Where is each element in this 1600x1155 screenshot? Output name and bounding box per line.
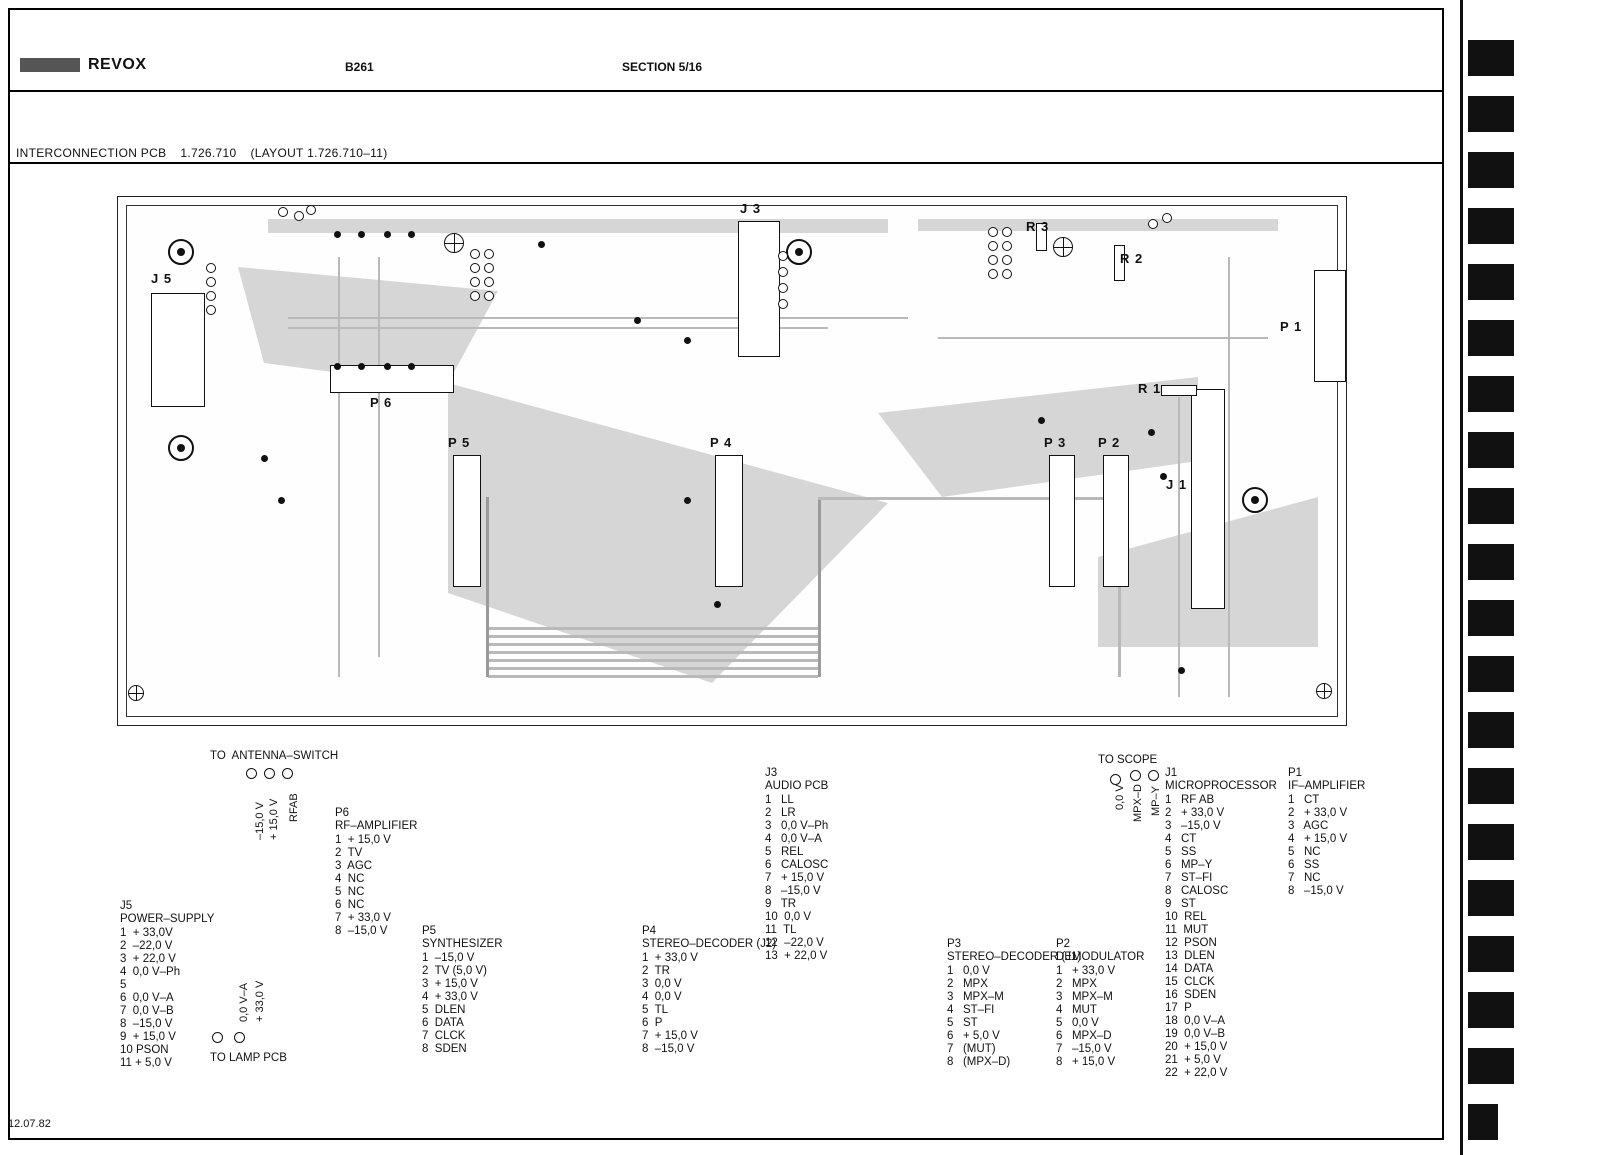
legend-p4-pin-7: 7 + 15,0 V xyxy=(642,1030,698,1042)
mounting-hole xyxy=(168,435,194,461)
model-number: B261 xyxy=(345,60,374,74)
brand-name: REVOX xyxy=(88,56,147,73)
label-j3: J 3 xyxy=(740,201,762,216)
legend-p3-name: P3 xyxy=(947,938,962,950)
legend-p4-pin-1: 1 + 33,0 V xyxy=(642,952,698,964)
connector-p2 xyxy=(1103,455,1129,587)
legend-j3-pin-8: 8 –15,0 V xyxy=(765,885,821,897)
legend-p3-pin-4: 4 ST–FI xyxy=(947,1004,995,1016)
legend-j5-name: J5 xyxy=(120,900,133,912)
legend-j1-pin-10: 10 REL xyxy=(1165,911,1207,923)
fiducial-mark xyxy=(1316,683,1332,699)
page-header xyxy=(10,10,1442,92)
title-divider xyxy=(10,162,1442,164)
legend-j3-pin-3: 3 0,0 V–Ph xyxy=(765,820,829,832)
legend-j1-pin-14: 14 DATA xyxy=(1165,963,1214,975)
legend-j1-pin-1: 1 RF AB xyxy=(1165,794,1215,806)
legend-j1-pin-11: 11 MUT xyxy=(1165,924,1209,936)
legend-j5-pin-1: 1 + 33,0V xyxy=(120,927,173,939)
drawing-title: INTERCONNECTION PCB xyxy=(16,146,167,160)
legend-p6-pin-8: 8 –15,0 V xyxy=(335,925,388,937)
legend-p1-pin-3: 3 AGC xyxy=(1288,820,1329,832)
legend-j1-pin-7: 7 ST–FI xyxy=(1165,872,1213,884)
legend-j5-subtitle: POWER–SUPPLY xyxy=(120,913,215,925)
resistor-r1 xyxy=(1161,385,1197,396)
legend-p4-pin-4: 4 0,0 V xyxy=(642,991,682,1003)
connector-p5 xyxy=(453,455,481,587)
legend-p1-pin-2: 2 + 33,0 V xyxy=(1288,807,1348,819)
legend-j1-pin-4: 4 CT xyxy=(1165,833,1197,845)
fiducial-mark xyxy=(128,685,144,701)
legend-p5-pin-1: 1 –15,0 V xyxy=(422,952,475,964)
legend-p6-pin-6: 6 NC xyxy=(335,899,365,911)
legend-p6-pin-2: 2 TV xyxy=(335,847,363,859)
legend-p2-pin-6: 6 MPX–D xyxy=(1056,1030,1112,1042)
legend-p5-pin-3: 3 + 15,0 V xyxy=(422,978,478,990)
label-p1: P 1 xyxy=(1280,319,1303,334)
legend-p3-pin-2: 2 MPX xyxy=(947,978,988,990)
section-number: SECTION 5/16 xyxy=(622,60,703,74)
legend-p1-pin-5: 5 NC xyxy=(1288,846,1321,858)
legend-p5-subtitle: SYNTHESIZER xyxy=(422,938,503,950)
legend-j1-pin-20: 20 + 15,0 V xyxy=(1165,1041,1228,1053)
legend-p1-pin-4: 4 + 15,0 V xyxy=(1288,833,1348,845)
legend-p3-pin-5: 5 ST xyxy=(947,1017,978,1029)
legend-antenna-pin-2: + 15,0 V xyxy=(268,798,280,840)
legend-j3-pin-4: 4 0,0 V–A xyxy=(765,833,822,845)
legend-j1-pin-5: 5 SS xyxy=(1165,846,1197,858)
legend-scope-pin-1: 0,0 V xyxy=(1114,784,1126,810)
legend-p4-subtitle: STEREO–DECODER (J2) xyxy=(642,938,777,950)
label-r1: R 1 xyxy=(1138,381,1162,396)
legend-scope-title: TO SCOPE xyxy=(1098,754,1158,766)
legend-p3-pin-8: 8 (MPX–D) xyxy=(947,1056,1011,1068)
legend-j1-pin-8: 8 CALOSC xyxy=(1165,885,1229,897)
connector-j5 xyxy=(151,293,205,407)
legend-p1-pin-1: 1 CT xyxy=(1288,794,1320,806)
legend-p4-pin-5: 5 TL xyxy=(642,1004,668,1016)
legend-p5-pin-7: 7 CLCK xyxy=(422,1030,466,1042)
legend-j1-pin-15: 15 CLCK xyxy=(1165,976,1215,988)
legend-p6-name: P6 xyxy=(335,807,350,819)
legend-p2-pin-1: 1 + 33,0 V xyxy=(1056,965,1116,977)
legend-j3-pin-11: 11 TL xyxy=(765,924,797,936)
legend-scope-pin-2: MPX–D xyxy=(1132,784,1144,822)
legend-j5-pin-2: 2 –22,0 V xyxy=(120,940,173,952)
legend-j5-pin-9: 9 + 15,0 V xyxy=(120,1031,176,1043)
legend-p2-subtitle: DEMODULATOR xyxy=(1056,951,1145,963)
mounting-hole xyxy=(168,239,194,265)
legend-p1-pin-7: 7 NC xyxy=(1288,872,1321,884)
legend-p2-pin-8: 8 + 15,0 V xyxy=(1056,1056,1116,1068)
legend-p2-pin-3: 3 MPX–M xyxy=(1056,991,1113,1003)
drawing-part-number: 1.726.710 xyxy=(180,146,237,160)
legend-j1-pin-9: 9 ST xyxy=(1165,898,1196,910)
mounting-hole xyxy=(786,239,812,265)
legend-p6-pin-7: 7 + 33,0 V xyxy=(335,912,391,924)
legend-p2-pin-7: 7 –15,0 V xyxy=(1056,1043,1112,1055)
legend-p3-pin-3: 3 MPX–M xyxy=(947,991,1004,1003)
page-frame xyxy=(8,8,1444,1140)
connector-j3 xyxy=(738,221,780,357)
legend-p1-pin-6: 6 SS xyxy=(1288,859,1320,871)
mounting-hole xyxy=(1242,487,1268,513)
legend-j5-pin-6: 6 0,0 V–A xyxy=(120,992,174,1004)
label-p2: P 2 xyxy=(1098,435,1121,450)
connector-p6 xyxy=(330,365,454,393)
legend-j5-pin-8: 8 –15,0 V xyxy=(120,1018,173,1030)
legend-p1-subtitle: IF–AMPLIFIER xyxy=(1288,780,1366,792)
label-p6: P 6 xyxy=(370,395,393,410)
legend-j5-pin-7: 7 0,0 V–B xyxy=(120,1005,174,1017)
legend-j3-pin-5: 5 REL xyxy=(765,846,804,858)
legend-p6-pin-3: 3 AGC xyxy=(335,860,373,872)
legend-j3-pin-12: 12 –22,0 V xyxy=(765,937,824,949)
legend-j5-pin-10: 10 PSON xyxy=(120,1044,169,1056)
legend-j5-pin-3: 3 + 22,0 V xyxy=(120,953,176,965)
label-p3: P 3 xyxy=(1044,435,1067,450)
legend-j1-pin-12: 12 PSON xyxy=(1165,937,1217,949)
legend-p5-pin-4: 4 + 33,0 V xyxy=(422,991,478,1003)
legend-lamp-pin-1: 0,0 V–A xyxy=(238,982,250,1022)
legend-j1-pin-18: 18 0,0 V–A xyxy=(1165,1015,1226,1027)
legend-scope-pin-3: MP–Y xyxy=(1150,786,1162,816)
legend-j3-pin-10: 10 0,0 V xyxy=(765,911,812,923)
fiducial-mark xyxy=(444,233,464,253)
legend-p2-name: P2 xyxy=(1056,938,1071,950)
brand-mark-icon xyxy=(20,58,80,72)
legend-j1-pin-22: 22 + 22,0 V xyxy=(1165,1067,1228,1079)
legend-p1-pin-8: 8 –15,0 V xyxy=(1288,885,1344,897)
legend-j3-pin-7: 7 + 15,0 V xyxy=(765,872,825,884)
connector-p4 xyxy=(715,455,743,587)
legend-p3-pin-7: 7 (MUT) xyxy=(947,1043,996,1055)
legend-p4-pin-2: 2 TR xyxy=(642,965,670,977)
legend-p4-pin-6: 6 P xyxy=(642,1017,663,1029)
connector-p1 xyxy=(1314,270,1346,382)
legend-p6-pin-1: 1 + 15,0 V xyxy=(335,834,391,846)
legend-j1-pin-2: 2 + 33,0 V xyxy=(1165,807,1225,819)
legend-p2-pin-4: 4 MUT xyxy=(1056,1004,1097,1016)
connector-p3 xyxy=(1049,455,1075,587)
footer-date: 12.07.82 xyxy=(8,1118,51,1130)
legend-j1-pin-16: 16 SDEN xyxy=(1165,989,1217,1001)
legend-j1-pin-6: 6 MP–Y xyxy=(1165,859,1213,871)
legend-j3-pin-13: 13 + 22,0 V xyxy=(765,950,828,962)
legend-p6-subtitle: RF–AMPLIFIER xyxy=(335,820,418,832)
legend-antenna-pin-3: RFAB xyxy=(288,793,300,822)
drawing-subtitle xyxy=(16,146,388,160)
legend-antenna-switch-title: TO ANTENNA–SWITCH xyxy=(210,750,339,762)
label-p5: P 5 xyxy=(448,435,471,450)
legend-p4-pin-8: 8 –15,0 V xyxy=(642,1043,695,1055)
label-r2: R 2 xyxy=(1120,251,1144,266)
legend-p3-subtitle: STEREO–DECODER (J1) xyxy=(947,951,1082,963)
legend-p4-name: P4 xyxy=(642,925,657,937)
legend-j1-subtitle: MICROPROCESSOR xyxy=(1165,780,1277,792)
legend-j1-pin-19: 19 0,0 V–B xyxy=(1165,1028,1226,1040)
legend-lamp-pin-2: + 33,0 V xyxy=(254,980,266,1022)
legend-antenna-pin-1: –15,0 V xyxy=(254,802,266,840)
legend-j5-pin-5: 5 xyxy=(120,979,127,991)
legend-j3-pin-2: 2 LR xyxy=(765,807,796,819)
label-j1: J 1 xyxy=(1166,477,1188,492)
legend-p6-pin-5: 5 NC xyxy=(335,886,365,898)
legend-p1-name: P1 xyxy=(1288,767,1303,779)
legend-j1-pin-13: 13 DLEN xyxy=(1165,950,1215,962)
legend-p3-pin-1: 1 0,0 V xyxy=(947,965,990,977)
legend-j3-pin-9: 9 TR xyxy=(765,898,797,910)
legend-j3-pin-1: 1 LL xyxy=(765,794,794,806)
legend-p2-pin-2: 2 MPX xyxy=(1056,978,1097,990)
connector-j1 xyxy=(1191,389,1225,609)
pcb-layout-drawing xyxy=(117,196,1347,726)
legend-j1-pin-17: 17 P xyxy=(1165,1002,1192,1014)
legend-lamp-pcb-title: TO LAMP PCB xyxy=(210,1052,287,1064)
legend-p5-pin-6: 6 DATA xyxy=(422,1017,464,1029)
legend-j5-pin-4: 4 0,0 V–Ph xyxy=(120,966,181,978)
legend-j1-name: J1 xyxy=(1165,767,1178,779)
legend-j5-pin-11: 11 + 5,0 V xyxy=(120,1057,172,1069)
legend-j3-pin-6: 6 CALOSC xyxy=(765,859,829,871)
legend-j1-pin-3: 3 –15,0 V xyxy=(1165,820,1221,832)
drawing-layout-ref: (LAYOUT 1.726.710–11) xyxy=(250,146,388,160)
legend-p2-pin-5: 5 0,0 V xyxy=(1056,1017,1099,1029)
fiducial-mark xyxy=(1053,237,1073,257)
legend-p3-pin-6: 6 + 5,0 V xyxy=(947,1030,1000,1042)
legend-p6-pin-4: 4 NC xyxy=(335,873,365,885)
legend-p4-pin-3: 3 0,0 V xyxy=(642,978,682,990)
legend-p5-pin-2: 2 TV (5,0 V) xyxy=(422,965,487,977)
legend-j3-subtitle: AUDIO PCB xyxy=(765,780,829,792)
legend-p5-pin-5: 5 DLEN xyxy=(422,1004,466,1016)
legend-p5-name: P5 xyxy=(422,925,437,937)
label-r3: R 3 xyxy=(1026,219,1050,234)
legend-j3-name: J3 xyxy=(765,767,778,779)
scan-edge-artifact xyxy=(1452,0,1592,1155)
legend-p5-pin-8: 8 SDEN xyxy=(422,1043,467,1055)
label-j5: J 5 xyxy=(151,271,173,286)
legend-j1-pin-21: 21 + 5,0 V xyxy=(1165,1054,1221,1066)
label-p4: P 4 xyxy=(710,435,733,450)
